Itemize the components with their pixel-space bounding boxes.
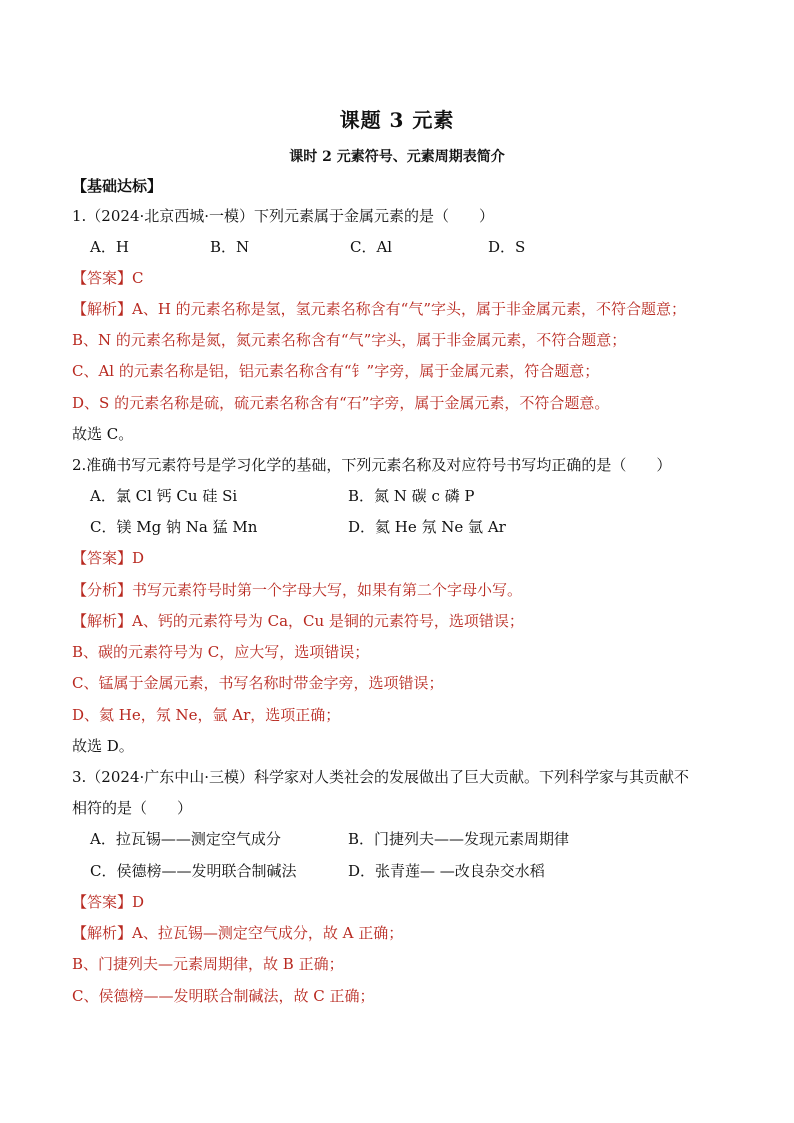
q1-answer: 【答案】C — [72, 269, 144, 287]
q1-analysis-line: 【解析】A、H 的元素名称是氢，氢元素名称含有“气”字头，属于非金属元素，不符合题意； — [72, 300, 687, 318]
q3-option-d: D．张青莲— —改良杂交水稻 — [348, 862, 545, 880]
q2-analysis-line: D、氦 He，氖 Ne，氩 Ar，选项正确； — [72, 706, 341, 724]
q2-conclusion: 故选 D。 — [72, 737, 134, 755]
section-label: 【基础达标】 — [72, 177, 163, 195]
q2-option-b: B．氮 N 碳 c 磷 P — [348, 487, 475, 505]
q2-stem: 2.准确书写元素符号是学习化学的基础，下列元素名称及对应符号书写均正确的是（ ） — [72, 456, 672, 474]
q3-option-b: B．门捷列夫——发现元素周期律 — [348, 830, 570, 848]
q1-option-a: A．H — [90, 238, 129, 256]
q3-analysis-line: C、侯德榜——发明联合制碱法，故 C 正确； — [72, 987, 375, 1005]
q1-option-c: C．Al — [350, 238, 393, 256]
q2-option-d: D．氦 He 氖 Ne 氩 Ar — [348, 518, 506, 536]
q3-analysis-line: B、门捷列夫—元素周期律，故 B 正确； — [72, 955, 344, 973]
q3-option-a: A．拉瓦锡——测定空气成分 — [90, 830, 281, 848]
q2-answer: 【答案】D — [72, 549, 145, 567]
q3-stem-continued: 相符的是（ ） — [72, 799, 193, 817]
q2-analysis-line: B、碳的元素符号为 C，应大写，选项错误； — [72, 643, 370, 661]
q2-option-c: C．镁 Mg 钠 Na 猛 Mn — [90, 518, 258, 536]
q3-answer: 【答案】D — [72, 893, 145, 911]
q1-analysis-line: B、N 的元素名称是氮，氮元素名称含有“气”字头，属于非金属元素，不符合题意； — [72, 331, 627, 349]
q1-conclusion: 故选 C。 — [72, 425, 134, 443]
q3-option-c: C．侯德榜——发明联合制碱法 — [90, 862, 297, 880]
q1-stem: 1.（2024·北京西城·一模）下列元素属于金属元素的是（ ） — [72, 207, 495, 225]
q2-analysis-line: 【解析】A、钙的元素符号为 Ca，Cu 是铜的元素符号，选项错误； — [72, 612, 524, 630]
page-title: 课题 3 元素 — [339, 108, 455, 132]
q1-option-b: B．N — [210, 238, 250, 256]
q2-analysis-line: C、锰属于金属元素，书写名称时带金字旁，选项错误； — [72, 674, 444, 692]
q3-stem: 3.（2024·广东中山·三模）科学家对人类社会的发展做出了巨大贡献。下列科学家与其贡献不 — [72, 768, 690, 786]
q2-option-a: A．氯 Cl 钙 Cu 硅 Si — [90, 487, 238, 505]
q3-analysis-line: 【解析】A、拉瓦锡—测定空气成分，故 A 正确； — [72, 924, 404, 942]
q1-analysis-line: C、Al 的元素名称是铝，铝元素名称含有“钅”字旁，属于金属元素，符合题意； — [72, 362, 600, 380]
page-subtitle: 课时 2 元素符号、元素周期表简介 — [289, 149, 505, 165]
q2-fenxi: 【分析】书写元素符号时第一个字母大写，如果有第二个字母小写。 — [72, 581, 523, 599]
q1-option-d: D．S — [488, 238, 526, 256]
q1-analysis-line: D、S 的元素名称是硫，硫元素名称含有“石”字旁，属于金属元素，不符合题意。 — [72, 394, 610, 412]
